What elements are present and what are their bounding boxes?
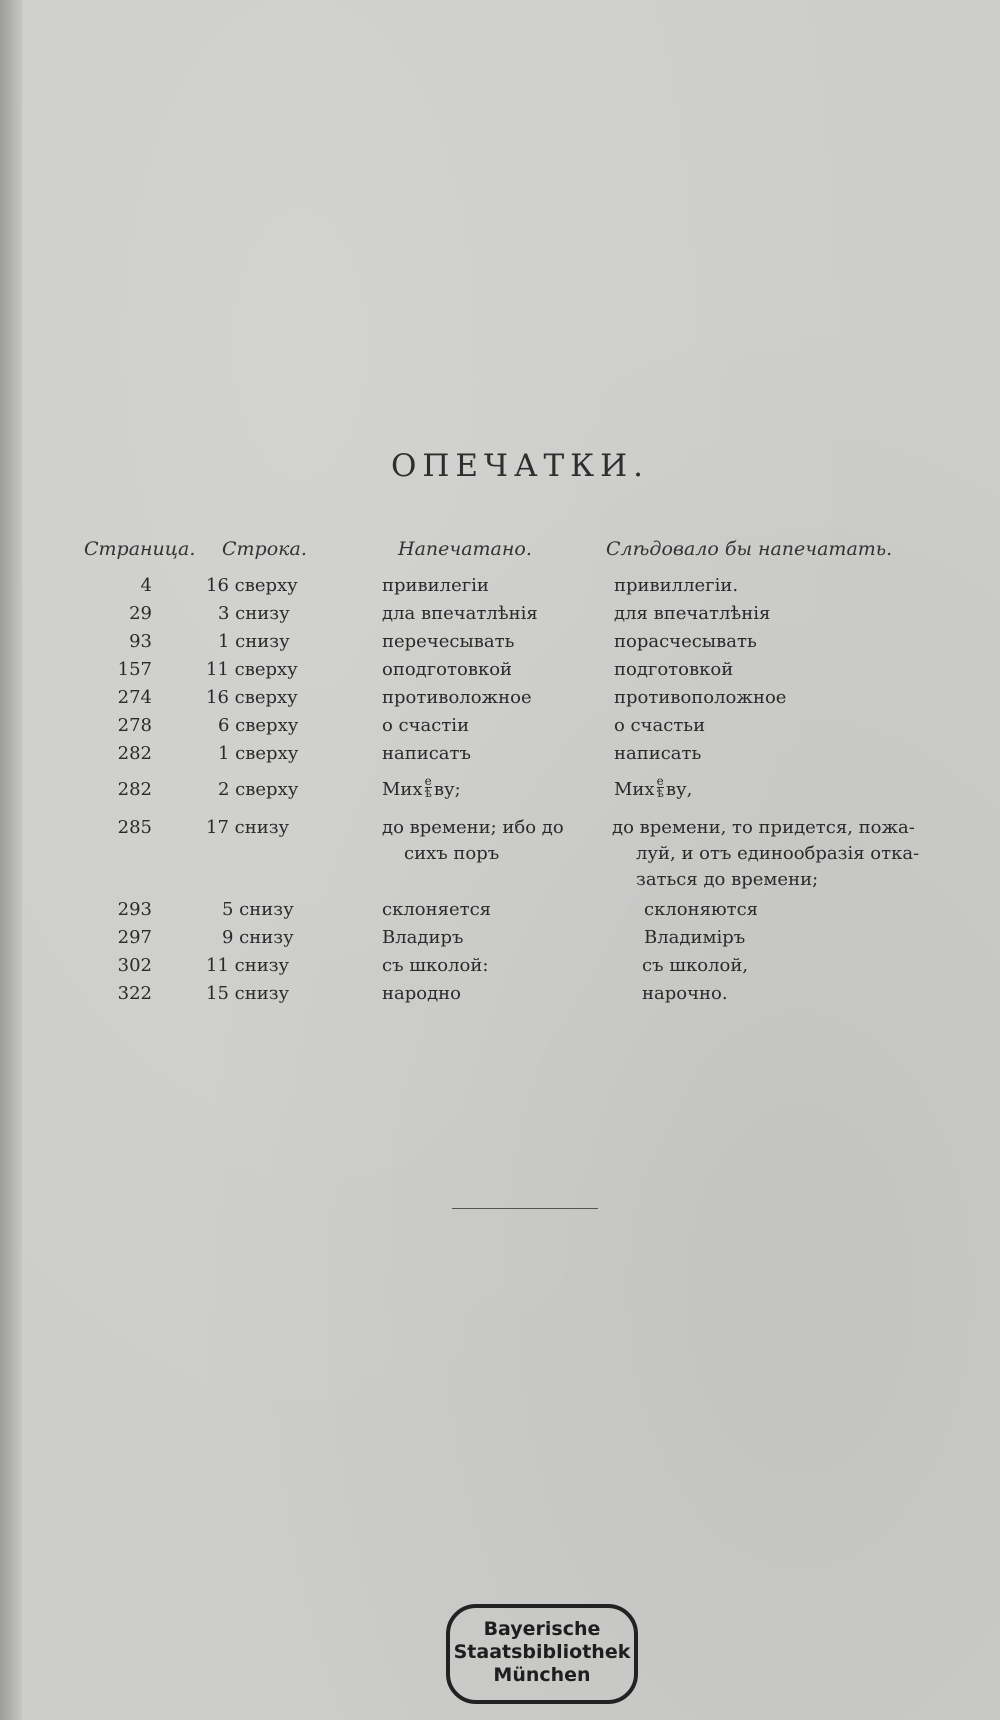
library-stamp bbox=[446, 1604, 638, 1704]
stamp-line-3: München bbox=[493, 1664, 591, 1686]
cell-line: 6 сверху bbox=[218, 715, 299, 736]
errata-row bbox=[0, 927, 1000, 955]
header-printed: Напечатано. bbox=[398, 538, 532, 560]
cell-correct-line-1: до времени, то придется, пожа- bbox=[612, 817, 915, 838]
cell-line: 3 снизу bbox=[218, 603, 290, 624]
cell-printed: дла впечатлѣнія bbox=[382, 603, 538, 624]
cell-page: 293 bbox=[117, 899, 152, 920]
cell-printed: перечесывать bbox=[382, 631, 515, 652]
cell-page: 297 bbox=[117, 927, 152, 948]
cell-line: 11 снизу bbox=[206, 955, 290, 976]
errata-row bbox=[0, 815, 1000, 905]
cell-printed: съ школой: bbox=[382, 955, 489, 976]
cell-printed bbox=[382, 773, 461, 800]
cell-printed: оподготовкой bbox=[382, 659, 513, 680]
fraction-mark bbox=[656, 773, 664, 800]
cell-printed: склоняется bbox=[382, 899, 492, 920]
cell-line: 1 сверху bbox=[218, 743, 299, 764]
errata-row bbox=[0, 631, 1000, 659]
cell-printed-line-1: до времени; ибо до bbox=[382, 817, 564, 838]
cell-page: 322 bbox=[117, 983, 152, 1004]
header-line: Строка. bbox=[222, 538, 307, 560]
cell-page: 282 bbox=[117, 779, 152, 800]
cell-line: 15 снизу bbox=[206, 983, 290, 1004]
errata-row bbox=[0, 575, 1000, 603]
cell-printed: написатъ bbox=[382, 743, 471, 764]
cell-printed: Владиръ bbox=[382, 927, 464, 948]
fraction-bottom: ѣ bbox=[656, 785, 664, 800]
cell-line: 16 сверху bbox=[206, 575, 298, 596]
cell-printed: противоложное bbox=[382, 687, 532, 708]
cell-page: 285 bbox=[117, 817, 152, 838]
cell-page: 278 bbox=[117, 715, 152, 736]
fraction-bottom: ѣ bbox=[424, 785, 432, 800]
cell-printed: привилегіи bbox=[382, 575, 489, 596]
cell-correct: порасчесывать bbox=[614, 631, 757, 652]
errata-row bbox=[0, 687, 1000, 715]
cell-correct: противоположное bbox=[614, 687, 787, 708]
cell-page: 157 bbox=[117, 659, 152, 680]
cell-line: 17 снизу bbox=[206, 817, 290, 838]
cell-correct: подготовкой bbox=[614, 659, 734, 680]
cell-printed: народно bbox=[382, 983, 462, 1004]
cell-correct: нарочно. bbox=[642, 983, 728, 1004]
cell-page: 302 bbox=[117, 955, 152, 976]
cell-line: 16 сверху bbox=[206, 687, 298, 708]
cell-correct-line-2: луй, и отъ единообразія отка- bbox=[636, 843, 920, 864]
fraction-top: е bbox=[656, 773, 664, 788]
fraction-top: е bbox=[424, 773, 432, 788]
errata-row bbox=[0, 659, 1000, 687]
cell-page: 29 bbox=[129, 603, 152, 624]
cell-line: 11 сверху bbox=[206, 659, 298, 680]
cell-page: 93 bbox=[129, 631, 152, 652]
cell-printed-line-2: сихъ поръ bbox=[404, 843, 500, 864]
printed-text: Мих bbox=[382, 779, 423, 800]
cell-correct: о счастьи bbox=[614, 715, 706, 736]
printed-text-end: ву; bbox=[433, 779, 461, 800]
page-title: ОПЕЧАТКИ. bbox=[390, 448, 650, 484]
cell-line: 1 снизу bbox=[218, 631, 290, 652]
cell-line: 5 снизу bbox=[222, 899, 294, 920]
cell-correct: Владимiръ bbox=[644, 927, 746, 948]
stamp-line-2: Staatsbibliothek bbox=[453, 1641, 631, 1663]
cell-correct-line-3: заться до времени; bbox=[636, 869, 819, 890]
cell-page: 4 bbox=[140, 575, 152, 596]
cell-correct: привиллегіи. bbox=[614, 575, 739, 596]
cell-page: 274 bbox=[117, 687, 152, 708]
cell-correct: съ школой, bbox=[642, 955, 749, 976]
header-correct: Слѣдовало бы напечатать. bbox=[606, 538, 893, 560]
errata-row bbox=[0, 743, 1000, 771]
fraction-mark bbox=[424, 773, 432, 800]
header-page: Страница. bbox=[84, 538, 196, 560]
correct-text-end: ву, bbox=[665, 779, 693, 800]
cell-line: 2 сверху bbox=[218, 779, 299, 800]
cell-printed: о счастіи bbox=[382, 715, 470, 736]
errata-row bbox=[0, 955, 1000, 983]
correct-text: Мих bbox=[614, 779, 655, 800]
errata-row bbox=[0, 773, 1000, 807]
stamp-line-1: Bayerische bbox=[483, 1618, 601, 1640]
section-divider bbox=[452, 1208, 598, 1209]
errata-row bbox=[0, 715, 1000, 743]
errata-row bbox=[0, 899, 1000, 927]
cell-line: 9 снизу bbox=[222, 927, 294, 948]
cell-correct bbox=[614, 773, 693, 800]
errata-row bbox=[0, 983, 1000, 1011]
errata-row bbox=[0, 603, 1000, 631]
cell-correct: написать bbox=[614, 743, 702, 764]
cell-correct: склоняются bbox=[644, 899, 759, 920]
cell-page: 282 bbox=[117, 743, 152, 764]
cell-correct: для впечатлѣнія bbox=[614, 603, 771, 624]
